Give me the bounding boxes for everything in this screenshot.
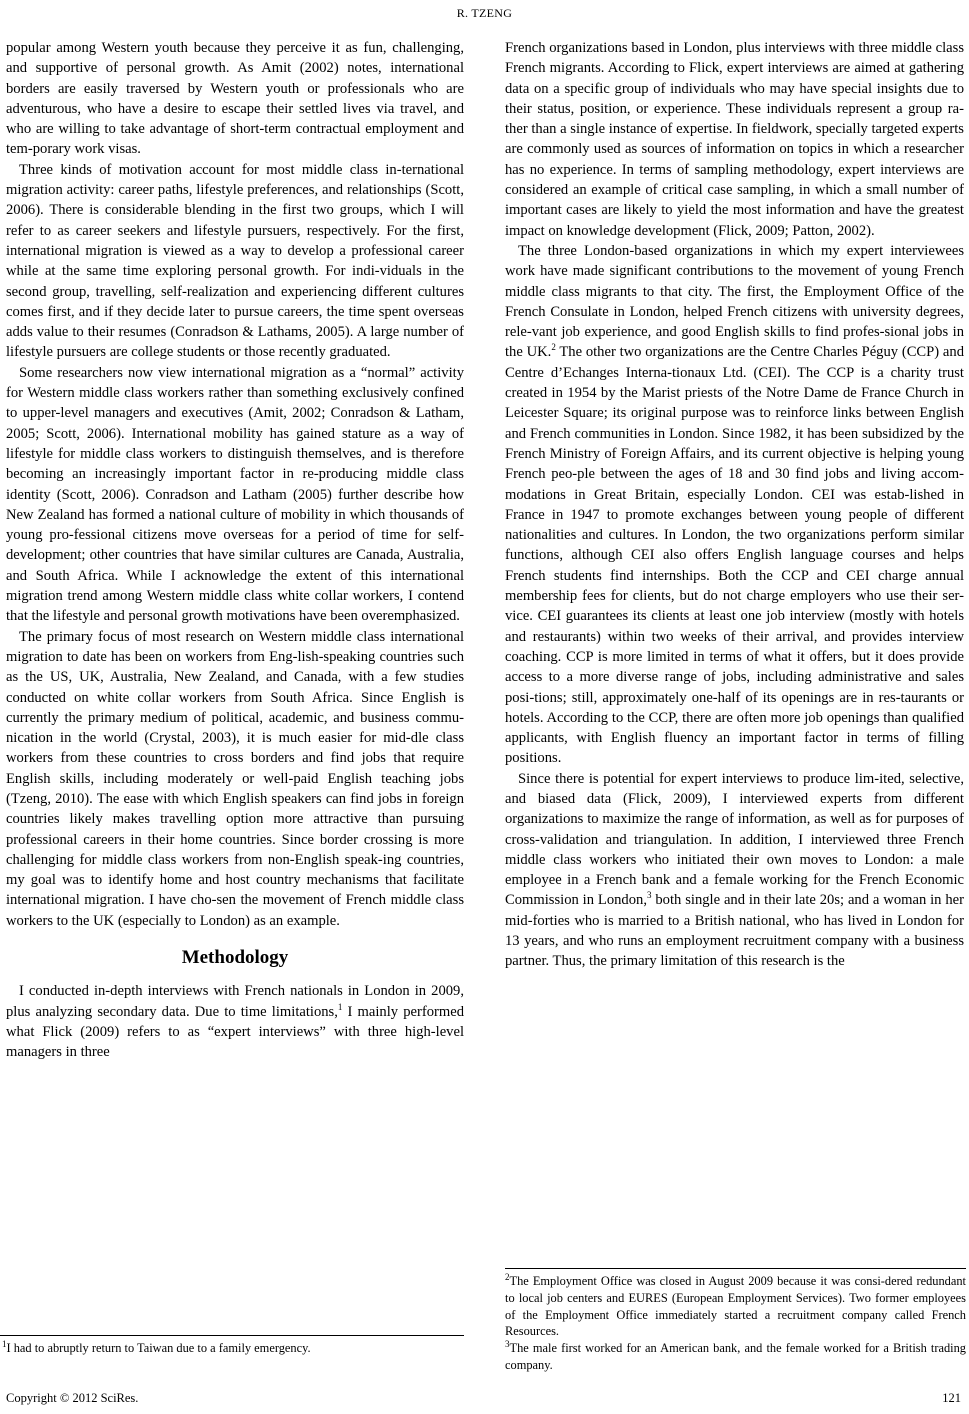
paragraph: popular among Western youth because they perceive it as fun, challenging, and supportive of personal growth. As Amit (2002) notes, international borders are easily traversed by Western youth or professionals who are adventurous, who have a desire to escape their settled lives via travel, and who are willing to take advantage of short-term contractual employment and tem-porary work visas. [6, 40, 464, 158]
left-column [6, 38, 464, 1063]
paragraph: French organizations based in London, plus interviews with three middle class French migrants. According to Flick, expert interviews are aimed at gathering data on a specific group of individuals who may have special insights due to their status, position, or experience. These individuals represent a group ra-ther than a single instance of expertise. In fieldwork, specially targeted experts are commonly used as sources of information on topics in which a researcher has no experience. In terms of sampling methodology, expert interviews are considered an example of critical case sampling, in which a small number of important cases are likely to yield the most information and have the greatest impact on knowledge development (Flick, 2009; Patton, 2002). [505, 40, 964, 239]
footnote-divider [505, 1268, 966, 1269]
footnote-text: The male first worked for an American bank, and the female worked for a British trading company. [505, 1341, 966, 1372]
paragraph-text: The three London-based organizations in which my expert interviewees work have made significant contributions to the movement of young French middle class migrants to that city. The first, the Employment Office of the French Consulate in London, helped French citizens with university degrees, rele-vant job experience, and good English skills to find profes-sional jobs in the UK. [505, 242, 964, 361]
footnote-mark: 1 [2, 1338, 7, 1349]
paragraph [505, 241, 964, 769]
footnote-ref: 1 [337, 1001, 343, 1012]
paragraph-text: I mainly performed what Flick (2009) refers to as “expert interviews” with three high-level managers in three [6, 1003, 464, 1061]
paragraph: The primary focus of most research on Western middle class international migration to date has been on workers from Eng-lish-speaking countries such as the US, UK, Australia, New Zealand, and Canada, with a few studies conducted on white collar workers from South Africa. Since English is currently the primary medium of political, academic, and business commu-nication in the world (Crystal, 2003), it is much easier for mid-dle class workers from these countries to cross borders and find jobs that require English skills, including moderately or well-paid English teaching jobs (Tzeng, 2010). The ease with which English speakers can find jobs in foreign countries likely makes travelling option more attractive than pursuing professional careers in their home countries. Since border crossing is more challenging for middle class workers from non-English speak-ing countries, my goal was to identify home and host country mechanisms that facilitate international migration. I have cho-sen the movement of French middle class workers to the UK (especially to London) as an example. [6, 628, 464, 929]
paragraph-text: both single and in their late 20s; and a woman in her mid-forties who is married to a British national, who has lived in London for 13 years, and who runs an employment recruitment company with a business partner. Thus, the primary limitation of this research is the [505, 892, 965, 970]
page-number: 121 [942, 1391, 961, 1405]
paragraph: Three kinds of motivation account for most middle class in-ternational migration activity: career paths, lifestyle preferences, and relationships (Scott, 2006). There is considerable blending in the first two groups, which I will refer to as career seekers and lifestyle pursuers, respectively. For the first, international migration is viewed as a way to develop a professional career while at the same time exploring personal growth. For indi-viduals in the second group, travelling, self-realization and experiencing different cultures comes first, and if they decide later to pursue careers, the time spent overseas adds value to their resumes (Conradson & Lathams, 2005). A large number of lifestyle pursuers are college students or those recently graduated. [6, 161, 464, 361]
paragraph: Some researchers now view international migration as a “normal” activity for Western middle class workers rather than something exclusively confined to upper-level managers and executives (Amit, 2002; Conradson & Latham, 2005; Scott, 2006). International mobility has gained stature as a way of lifestyle for middle class workers to distinguish themselves, and is therefore becoming an increasingly important factor in re-producing middle class identity (Scott, 2006). Conradson and Latham (2005) further describe how New Zealand has formed a national culture of mobility in which thousands of young pro-fessional citizens move overseas for a period of time for self-development; other countries that have similar cultures are Canada, Australia, and South Africa. While I acknowledge the extent of this international migration trend among Western middle class white collar workers, I contend that the lifestyle and personal growth motivations have been overemphasized. [6, 364, 464, 625]
footnote-ref: 3 [646, 890, 652, 901]
paragraph-text: I conducted in-depth interviews with French nationals in London in 2009, plus analyzing secondary data. Due to time limitations, [6, 983, 464, 1020]
copyright-notice: Copyright © 2012 SciRes. [6, 1391, 139, 1405]
footnote-divider [0, 1335, 464, 1336]
footnote-ref: 2 [551, 342, 556, 353]
paragraph-text: Since there is potential for expert interviews to produce lim-ited, selective, and biased data (Flick, 2009), I interviewed experts from different organizations to maximize the range of information, as well as for purposes of cross-validation and triangulation. In addition, I interviewed three French middle class workers who initiated their own moves to London: a male employee in a French bank and a female working for the French Economic Commission in London, [505, 770, 964, 909]
running-head: R. TZENG [456, 6, 513, 20]
paragraph [505, 769, 964, 972]
footnote-mark: 2 [505, 1271, 510, 1282]
footnote-text: I had to abruptly return to Taiwan due to a family emergency. [6, 1341, 311, 1355]
section-heading: Methodology [181, 947, 289, 969]
footnote-1 [2, 1340, 464, 1357]
footnote-2 [505, 1273, 966, 1374]
footnote-text: The Employment Office was closed in August 2009 because it was consi-dered redundant to local job centers and EURES (European Employment Services). Two former employees of the Employment Office immediately started a recruitment company called French Resources. [505, 1274, 966, 1339]
footnote-mark: 3 [505, 1339, 510, 1350]
paragraph-text: The other two organizations are the Centre Charles Péguy (CCP) and Centre d’Echanges Interna-tionaux Ltd. (CEI). The CCP is a charity trust created in 1954 by the Marist priests of the Notre Dame de France Church in Leicester Square; its original purpose was to reinforce links between English and French communities in London. Since 1982, it has been subsidized by the French Ministry of Foreign Affairs, and its current objective is helping young French peo-ple between the ages of 18 and 30 find jobs and living accom-modations in Great Britain, especially London. CEI was estab-lished in France in 1947 to promote exchanges between young people of different nationalities and cultures. In London, the two organizations perform similar functions, although CEI also offers English language courses and helps French students find internships. Both the CCP and CEI charge annual membership fees for clients, but do not charge employers who use their ser-vice. CEI guarantees its clients at least one job interview (mostly with hotels and restaurants) within two weeks of their arrival, and provides interview coaching. CCP is more limited in terms of what it offers, but it does provide access to a more diverse range of jobs, including administrative and sales posi-tions; still, approximately one-half of its openings are in res-taurants or hotels. According to the CCP, there are often more job openings than qualified applicants, with English fluency an important factor in terms of filling positions. [505, 344, 964, 767]
paragraph [6, 981, 464, 1062]
right-column [505, 38, 964, 972]
